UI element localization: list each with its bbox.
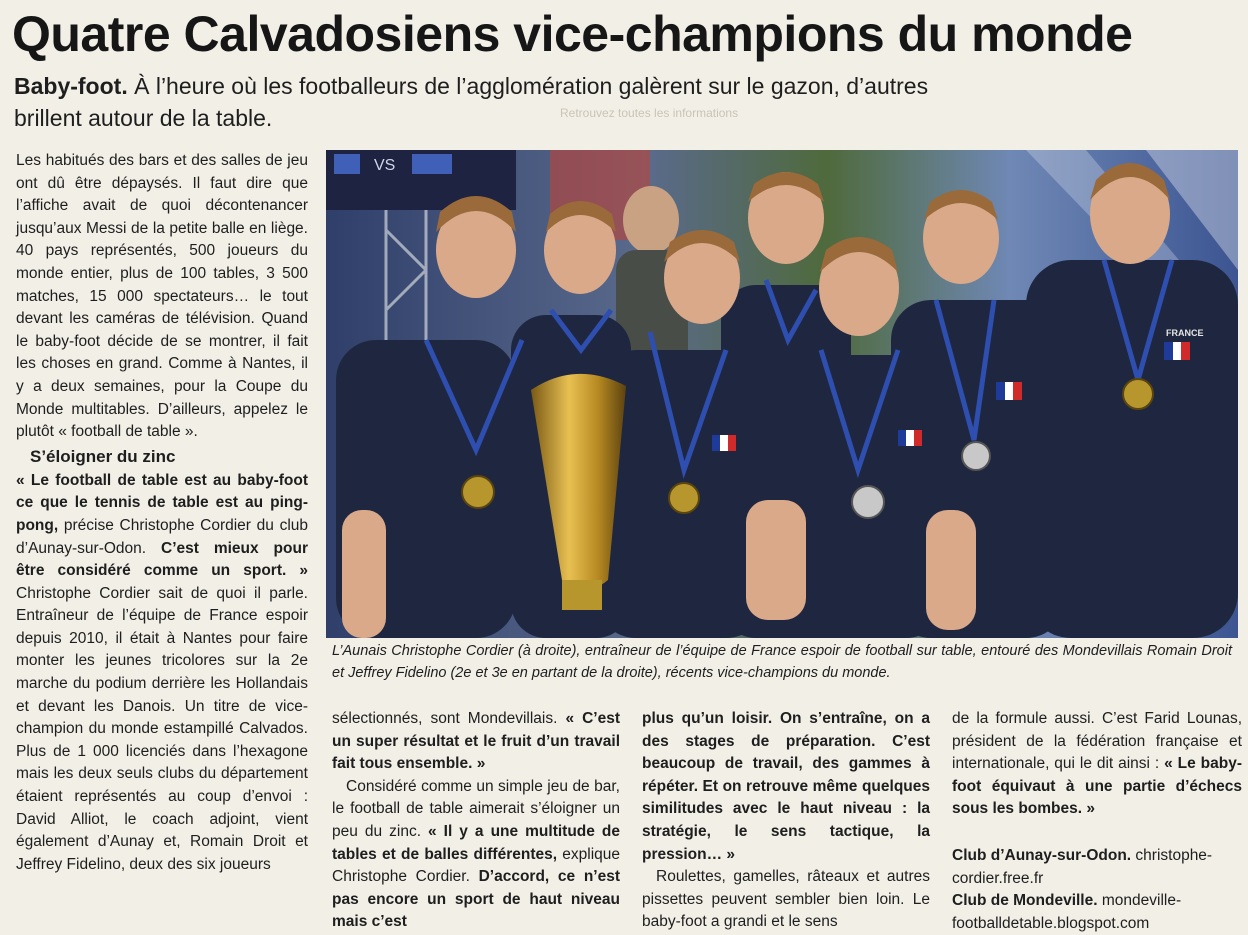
lede-kicker: Baby-foot. bbox=[14, 73, 128, 99]
contact-aunay-url: christophe-cordier.free.fr bbox=[952, 846, 1213, 887]
contact-mondeville-name: Club de Mondeville. bbox=[952, 892, 1098, 910]
paragraph-col3-2: Roulettes, gamelles, râteaux et autres pissettes peuvent sembler bien loin. Le baby-foot a grandi et le sens bbox=[642, 868, 930, 931]
col2-p2-bold-2: D’accord, ce n’est pas encore un sport de haut niveau mais c’est bbox=[332, 868, 621, 931]
paragraph-col2-1 bbox=[332, 708, 620, 776]
team-photo bbox=[326, 150, 1238, 638]
subheading: S’éloigner du zinc bbox=[30, 446, 176, 466]
contact-mondeville-url: mondeville-footballdetable.blogspot.com bbox=[952, 892, 1182, 932]
col3-bold-1: plus qu’un loisir. On s’entraîne, on a des stages de préparation. C’est beaucoup de travail, des gammes à répéter. Et on retrouve même quelques similitudes avec le haut niveau : la stratégie, le sens tactique, la pression… » bbox=[642, 710, 930, 863]
bleed-through-text: Retrouvez toutes les informations bbox=[560, 106, 739, 120]
team-photo-illustration bbox=[326, 150, 1238, 638]
col2-p2-text-2: explique Christophe Cordier. bbox=[332, 845, 621, 886]
quote-bold-2: C’est mieux pour être considéré comme un sport. » bbox=[16, 539, 308, 580]
paragraph-col3-1 bbox=[642, 708, 930, 866]
quote-bold-1: « Le football de table est au baby-foot ce que le tennis de table est au ping-pong, bbox=[16, 471, 308, 534]
col4-bold-1: « Le baby-foot équivaut à une partie d’échecs sous les bombes. » bbox=[952, 755, 1242, 818]
contact-aunay bbox=[952, 845, 1242, 890]
photo-caption: L’Aunais Christophe Cordier (à droite), entraîneur de l’équipe de France espoir de football sur table, entouré des Mondevillais Romain Droit et Jeffrey Fidelino (2e et 3e en partant de la droite), récents vice-champions du monde. bbox=[332, 643, 1232, 681]
jersey-label: FRANCE bbox=[1166, 328, 1204, 338]
col2-text-1: sélectionnés, sont Mondevillais. bbox=[332, 710, 566, 727]
headline: Quatre Calvadosiens vice-champions du monde bbox=[12, 6, 1133, 62]
col2-bold-1: « C’est un super résultat et le fruit d’un travail fait tous ensemble. » bbox=[332, 710, 620, 773]
club-contacts bbox=[952, 845, 1242, 935]
paragraph-col4-1 bbox=[952, 708, 1242, 821]
column-1 bbox=[16, 150, 308, 876]
contact-mondeville bbox=[952, 890, 1242, 935]
paragraph-col2-2 bbox=[332, 776, 620, 934]
col4-text-1: de la formule aussi. C’est Farid Lounas, président de la fédération française et internationale, qui le dit ainsi : bbox=[952, 710, 1242, 773]
col2-p2-text-1: Considéré comme un simple jeu de bar, le football de table aimerait s’éloigner un peu du zinc. bbox=[332, 777, 620, 840]
quote-text-1: précise Christophe Cordier du club d’Aunay-sur-Odon. bbox=[16, 516, 308, 557]
column-3 bbox=[642, 708, 930, 934]
lede-text: À l’heure où les footballeurs de l’agglomération galèrent sur le gazon, d’autres brillent autour de la table. bbox=[14, 73, 929, 131]
contact-aunay-name: Club d’Aunay-sur-Odon. bbox=[952, 846, 1132, 864]
photo-banner-text: VS bbox=[374, 157, 396, 174]
quote-text-2: Christophe Cordier sait de quoi il parle. Entraîneur de l’équipe de France espoir depuis 2010, il était à Nantes pour faire monter les jeunes tricolores sur la 2e marche du podium derrière les Hollandais et devant les Danois. Un titre de vice-champion du monde estampillé Calvados. Plus de 1 000 licenciés dans l’hexagone mais les deux seuls clubs du département étaient représentés au coup d’envoi : David Alliot, le coach adjoint, vient également d’Aunay et, Romain Droit et Jeffrey Fidelino, deux des six joueurs bbox=[16, 584, 308, 873]
column-4 bbox=[952, 708, 1242, 935]
lede bbox=[14, 70, 944, 134]
col2-p2-bold-1: « Il y a une multitude de tables et de balles différentes, bbox=[332, 822, 620, 863]
column-2 bbox=[332, 708, 620, 934]
paragraph-quote bbox=[16, 470, 308, 877]
paragraph-intro: Les habitués des bars et des salles de jeu ont dû être dépaysés. Il faut dire que l’affiche avait de quoi décontenancer jusqu’aux Messi de la petite balle en liège. 40 pays représentés, 500 joueurs du monde entier, plus de 100 tables, 3 500 matches, 15 000 spectateurs… le tout devant les caméras de télévision. Quand le baby-foot décide de se montrer, il fait les choses en grand. Comme à Nantes, il y a deux semaines, pour la Coupe du Monde multitables. D’ailleurs, appelez le plutôt « football de table ». bbox=[16, 152, 308, 441]
